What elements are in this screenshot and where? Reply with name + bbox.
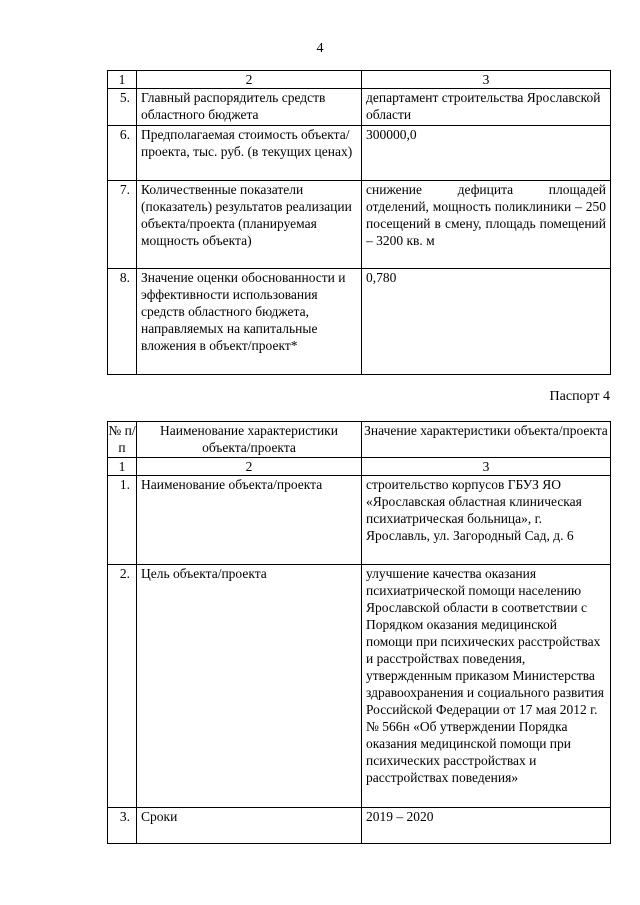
index-cell: 1 — [108, 458, 137, 476]
table-row — [108, 89, 611, 126]
row-number: 1. — [108, 476, 137, 565]
table-row — [108, 565, 611, 808]
index-cell: 2 — [137, 458, 362, 476]
row-value: 0,780 — [362, 269, 611, 375]
passport-4-table — [107, 421, 611, 844]
header-cell: 3 — [362, 71, 611, 89]
table-row — [108, 181, 611, 269]
row-name: Предполагаемая стоимость объекта/проекта, тыс. руб. (в текущих ценах) — [137, 126, 362, 181]
table-header-row — [108, 71, 611, 89]
index-cell: 3 — [362, 458, 611, 476]
passport-caption: Паспорт 4 — [549, 389, 610, 404]
row-name: Значение оценки обоснованности и эффективности использования средств областного бюджета, направляемых на капитальные вложения в объект/проект* — [137, 269, 362, 375]
row-name: Наименование объекта/проекта — [137, 476, 362, 565]
column-header-row — [108, 422, 611, 458]
row-value: 300000,0 — [362, 126, 611, 181]
column-header-number: № п/п — [108, 422, 137, 458]
row-name: Цель объекта/проекта — [137, 565, 362, 808]
row-name: Количественные показатели (показатель) результатов реализации объекта/проекта (планируемая мощность объекта) — [137, 181, 362, 269]
row-name: Сроки — [137, 808, 362, 844]
row-value: 2019 – 2020 — [362, 808, 611, 844]
row-number: 6. — [108, 126, 137, 181]
column-index-row — [108, 458, 611, 476]
row-value: улучшение качества оказания психиатрической помощи населению Ярославской области в соответствии с Порядком оказания медицинской помощи при психических расстройствах и расстройствах поведения, утвержденным приказом Министерства здравоохранения и социального развития Российской Федерации от 17 мая 2012 г. № 566н «Об утверждении Порядка оказания медицинской помощи при психических расстройствах и расстройствах поведения» — [362, 565, 611, 808]
header-cell: 1 — [108, 71, 137, 89]
row-number: 5. — [108, 89, 137, 126]
row-name: Главный распорядитель средств областного бюджета — [137, 89, 362, 126]
row-value: департамент строительства Ярославской области — [362, 89, 611, 126]
row-number: 7. — [108, 181, 137, 269]
column-header-value: Значение характеристики объекта/проекта — [362, 422, 611, 458]
row-value: снижение дефицита площадей отделений, мощность поликлиники – 250 посещений в смену, площадь помещений – 3200 кв. м — [362, 181, 611, 269]
row-number: 8. — [108, 269, 137, 375]
table-row — [108, 126, 611, 181]
row-number: 3. — [108, 808, 137, 844]
row-number: 2. — [108, 565, 137, 808]
table-row — [108, 476, 611, 565]
table-row — [108, 808, 611, 844]
header-cell: 2 — [137, 71, 362, 89]
table-row — [108, 269, 611, 375]
page-number: 4 — [316, 41, 324, 56]
column-header-name: Наименование характеристики объекта/проекта — [137, 422, 362, 458]
row-value: строительство корпусов ГБУЗ ЯО «Ярославская областная клиническая психиатрическая больница», г. Ярославль, ул. Загородный Сад, д. 6 — [362, 476, 611, 565]
passport-3-continuation-table — [107, 70, 611, 375]
